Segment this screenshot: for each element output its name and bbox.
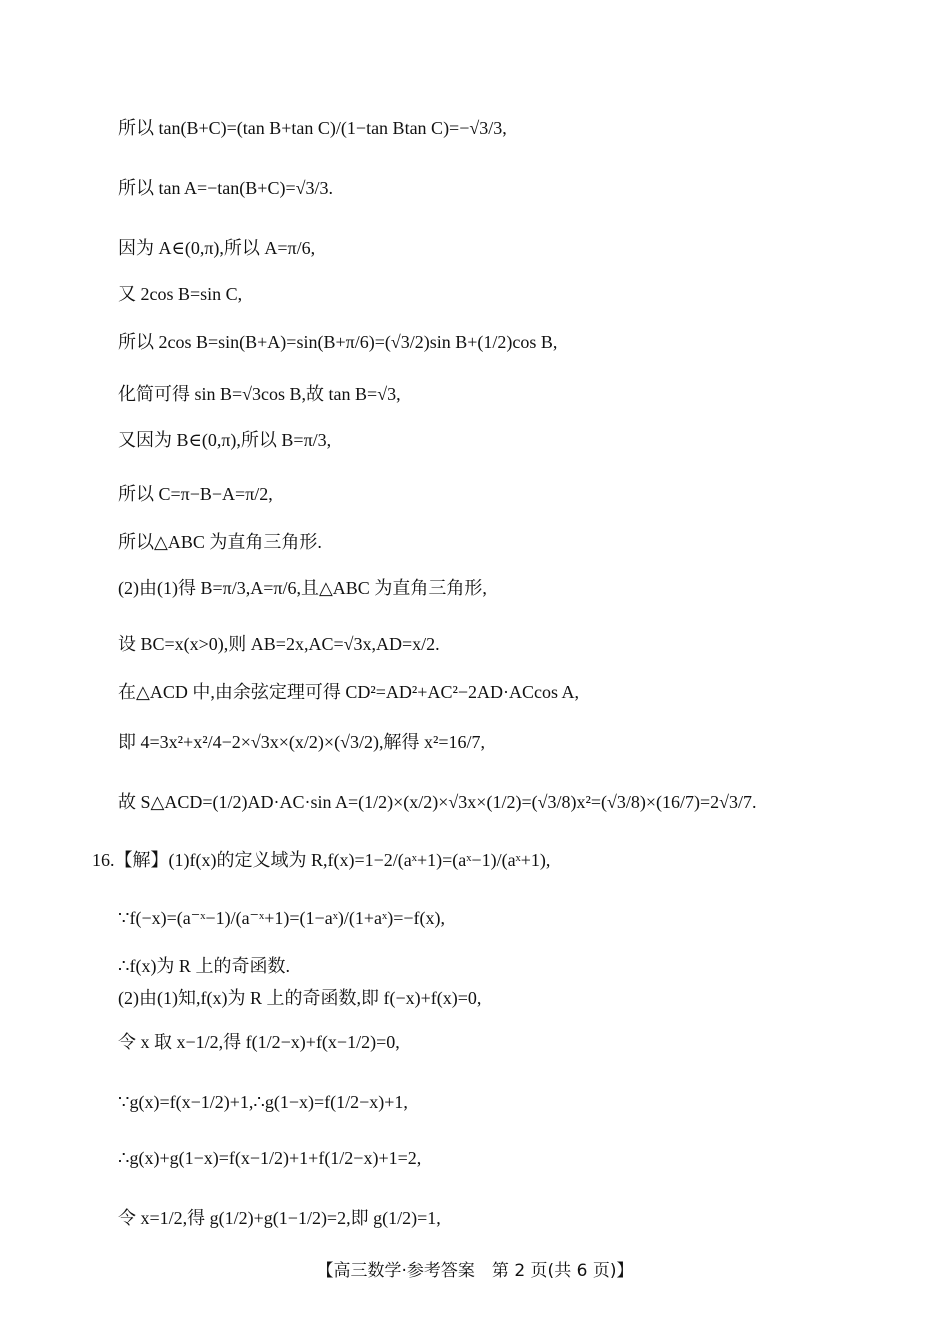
solution-line: 令 x=1/2,得 g(1/2)+g(1−1/2)=2,即 g(1/2)=1, [118, 1208, 441, 1228]
solution-line: 设 BC=x(x>0),则 AB=2x,AC=√3x,AD=x/2. [118, 634, 440, 654]
page-footer: 【高三数学·参考答案 第 2 页(共 6 页)】 [316, 1261, 634, 1281]
solution-line: 所以 2cos B=sin(B+A)=sin(B+π/6)=(√3/2)sin B+(1/2)cos B, [118, 332, 558, 352]
solution-line: (2)由(1)知,f(x)为 R 上的奇函数,即 f(−x)+f(x)=0, [118, 988, 482, 1008]
solution-line: 即 4=3x²+x²/4−2×√3x×(x/2)×(√3/2),解得 x²=16/7, [118, 732, 485, 752]
solution-line: 令 x 取 x−1/2,得 f(1/2−x)+f(x−1/2)=0, [118, 1032, 400, 1052]
solution-line: 在△ACD 中,由余弦定理可得 CD²=AD²+AC²−2AD·ACcos A, [118, 682, 579, 702]
solution-line: 化简可得 sin B=√3cos B,故 tan B=√3, [118, 384, 401, 404]
solution-line: 所以△ABC 为直角三角形. [118, 532, 322, 552]
solution-line: 所以 tan(B+C)=(tan B+tan C)/(1−tan Btan C)=−√3/3, [118, 118, 507, 138]
solution-line: 故 S△ACD=(1/2)AD·AC·sin A=(1/2)×(x/2)×√3x×(1/2)=(√3/8)x²=(√3/8)×(16/7)=2√3/7. [118, 792, 757, 812]
solution-line: 所以 tan A=−tan(B+C)=√3/3. [118, 178, 333, 198]
solution-line: 16.【解】(1)f(x)的定义域为 R,f(x)=1−2/(aˣ+1)=(aˣ−1)/(aˣ+1), [92, 850, 551, 870]
solution-line: ∵g(x)=f(x−1/2)+1,∴g(1−x)=f(1/2−x)+1, [118, 1092, 408, 1112]
solution-line: (2)由(1)得 B=π/3,A=π/6,且△ABC 为直角三角形, [118, 578, 487, 598]
solution-line: 又因为 B∈(0,π),所以 B=π/3, [118, 430, 332, 450]
solution-line: 又 2cos B=sin C, [118, 284, 243, 304]
solution-line: 所以 C=π−B−A=π/2, [118, 484, 273, 504]
solution-line: ∵f(−x)=(a⁻ˣ−1)/(a⁻ˣ+1)=(1−aˣ)/(1+aˣ)=−f(x), [118, 908, 446, 928]
solution-line: 因为 A∈(0,π),所以 A=π/6, [118, 238, 316, 258]
solution-line: ∴f(x)为 R 上的奇函数. [118, 956, 290, 976]
solution-line: ∴g(x)+g(1−x)=f(x−1/2)+1+f(1/2−x)+1=2, [118, 1148, 422, 1168]
